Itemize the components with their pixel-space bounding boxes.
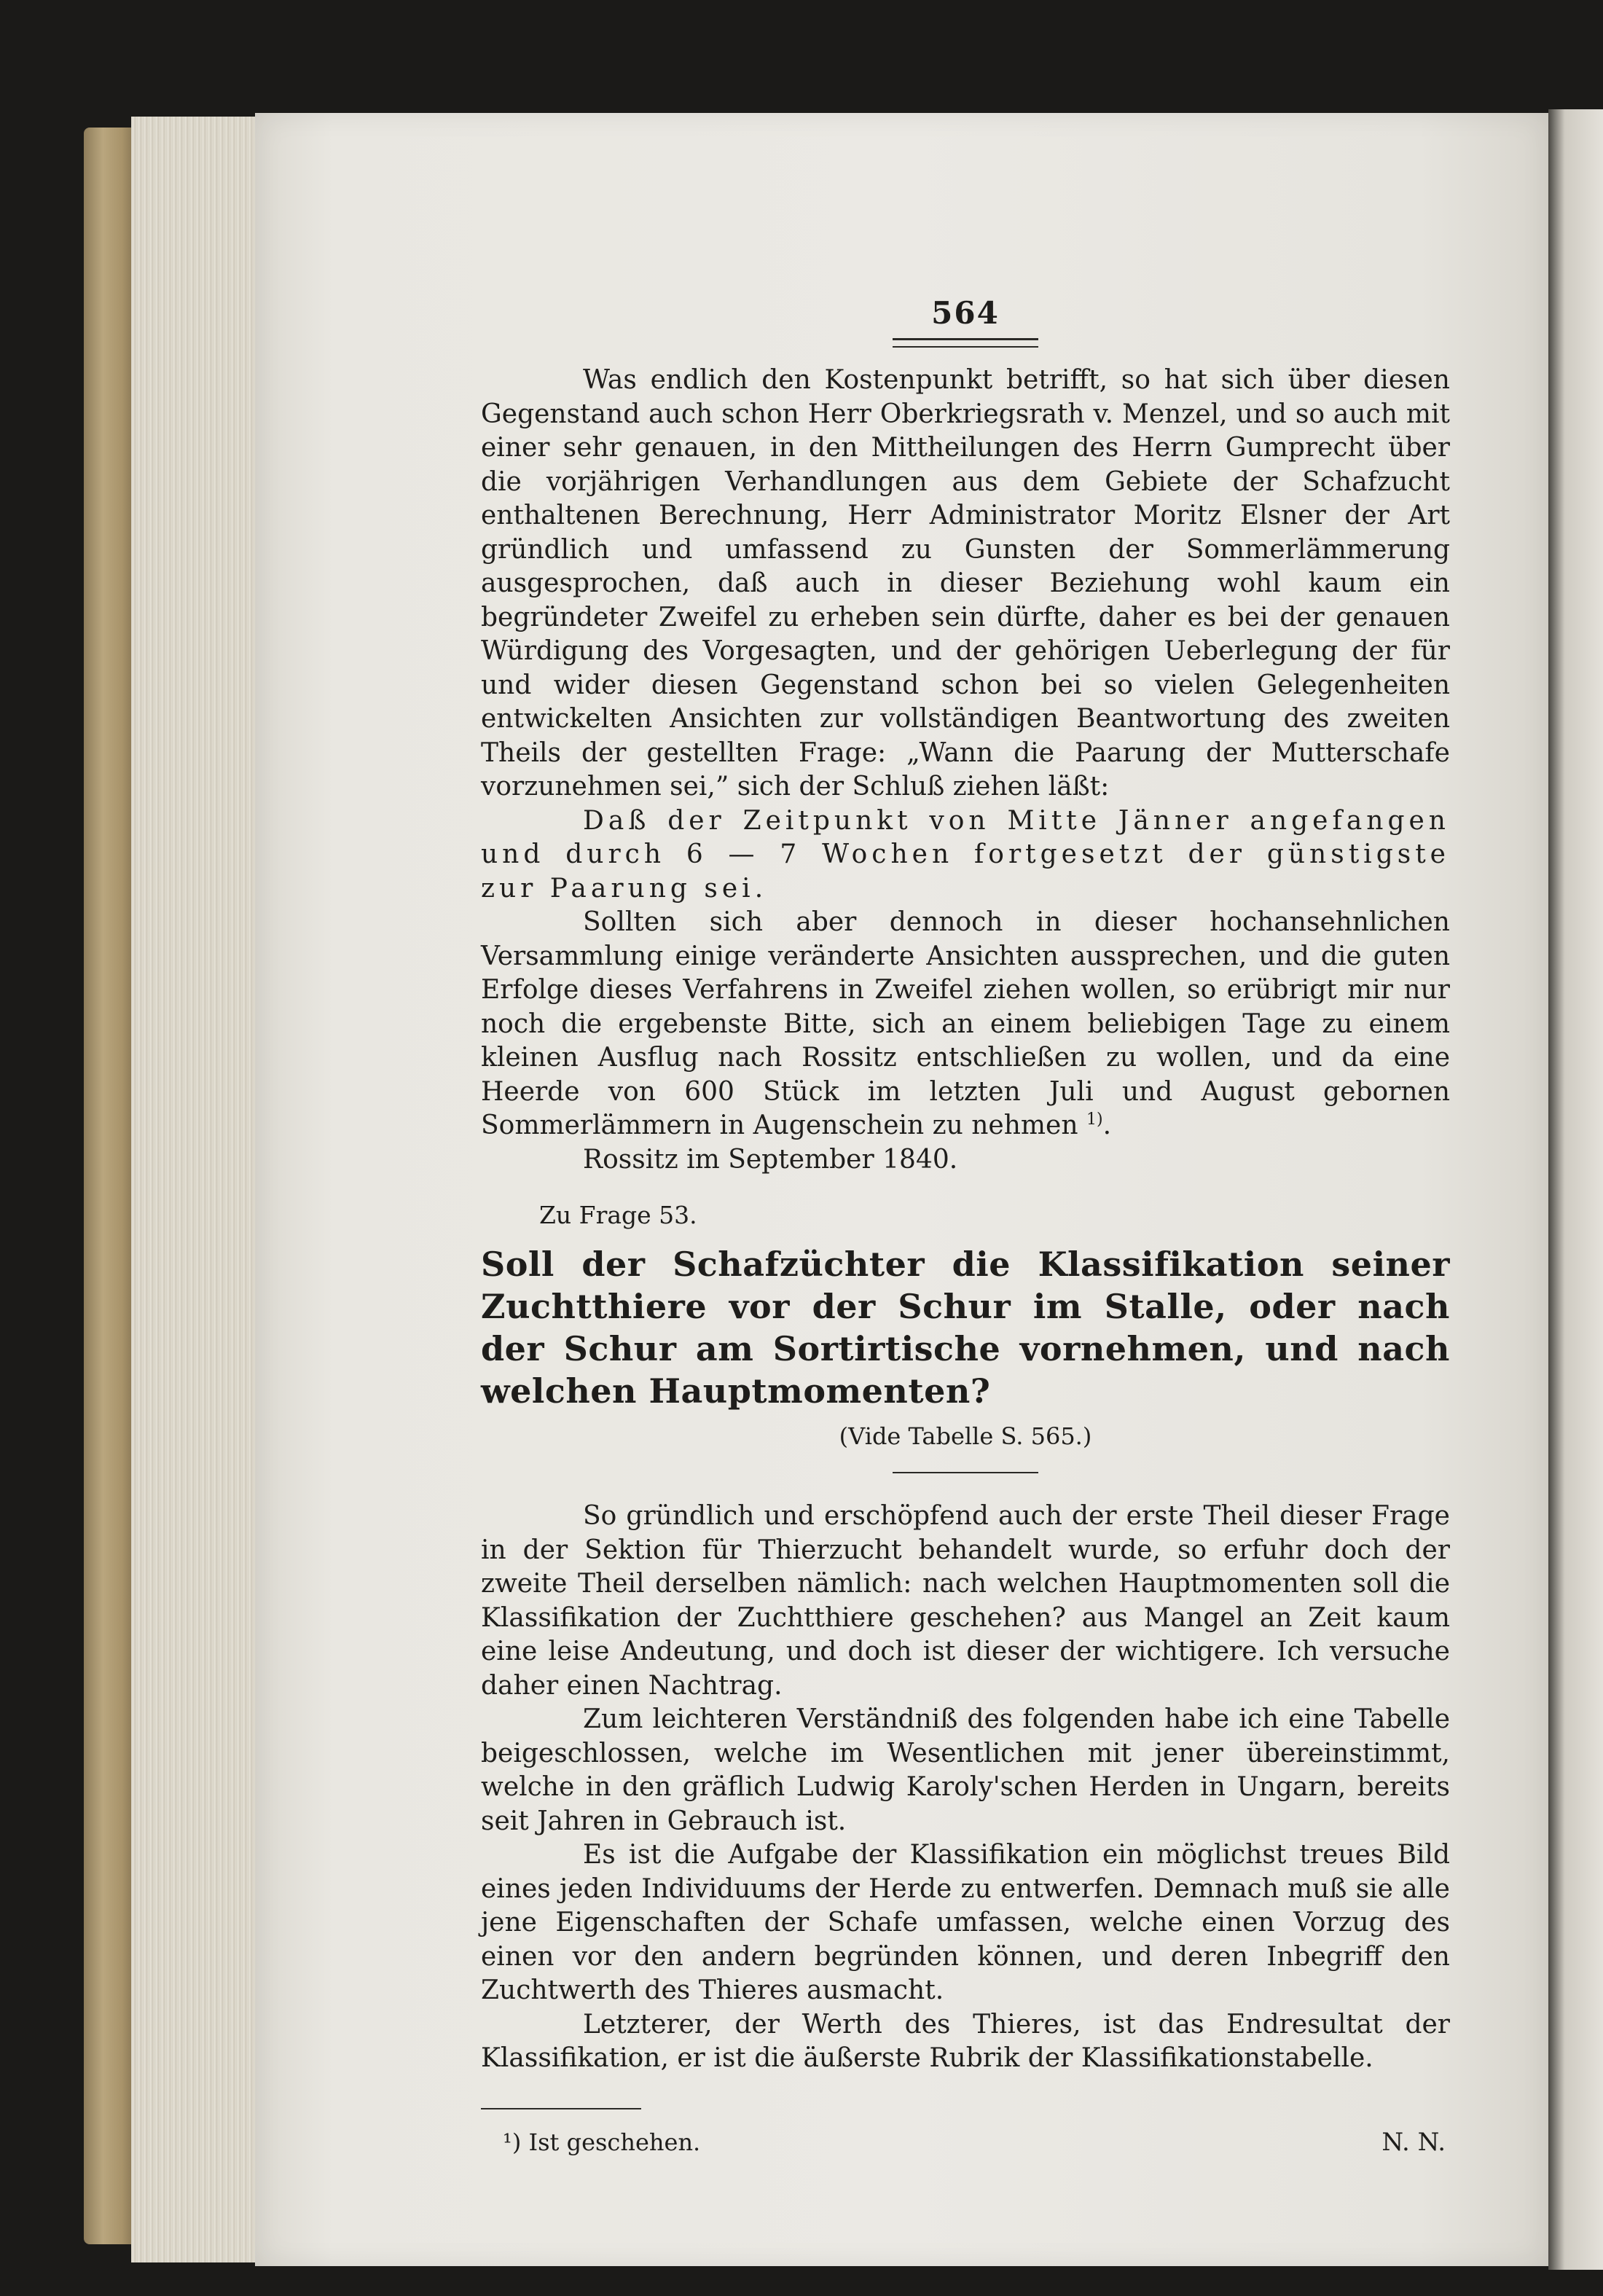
place-date: Rossitz im September 1840. bbox=[583, 1144, 958, 1175]
paragraph-task: Es ist die Aufgabe der Klassifikation ein möglichst treues Bild eines jeden Individuums der Herde zu entwerfen. Demnach muß sie alle jene Eigenschaften der Schafe umfassen, welche einen Vorzug des einen vor den andern begründen können, und deren Inbegriff den Zuchtwerth des Thieres ausmacht. bbox=[481, 1840, 1450, 2005]
footnote-mark: 1) bbox=[1086, 1110, 1103, 1129]
signature: N. N. bbox=[1381, 2127, 1446, 2157]
footnote-row bbox=[481, 2125, 1450, 2160]
page-number: 564 bbox=[931, 295, 1000, 331]
paragraph-cost: Was endlich den Kostenpunkt betrifft, so hat sich über diesen Gegenstand auch schon Herr Oberkriegsrath v. Menzel, und so auch mit einer sehr genauen, in den Mittheilungen des Herrn Gumprecht über die vorjährigen Verhandlungen aus dem Gebiete der Schafzucht enthaltenen Berechnung, Herr Administrator Moritz Elsner der Art gründlich und umfassend zu Gunsten der Sommerlämmerung ausgesprochen, daß auch in dieser Beziehung wohl kaum ein begründeter Zweifel zu erheben sein dürfte, daher es bei der genauen Würdigung des Vorgesagten, und der gehörigen Ueberlegung der für und wider diesen Gegenstand schon bei so vielen Gelegenheiten entwickelten Ansichten zur vollständigen Beantwortung des zweiten Theils der gestellten Frage: „Wann die Paarung der Mutterschafe vorzunehmen sei,” sich der Schluß ziehen läßt: bbox=[481, 365, 1450, 802]
footnote-rule bbox=[481, 2108, 641, 2109]
paragraph-invitation-end: . bbox=[1102, 1110, 1112, 1140]
section-rule bbox=[893, 1472, 1038, 1473]
header-double-rule bbox=[893, 338, 1038, 348]
footnote: ¹) Ist geschehen. bbox=[503, 2128, 701, 2156]
conclusion-text: Daß der Zeitpunkt von Mitte Jänner angefangen und durch 6 — 7 Wochen fortgesetzt der günstigste zur Paarung sei. bbox=[481, 805, 1450, 904]
section-heading: Soll der Schafzüchter die Klassifikation seiner Zuchtthiere vor der Schur im Stalle, oder nach der Schur am Sortirtische vornehmen, und nach welchen Hauptmomenten? bbox=[481, 1244, 1450, 1411]
page-content bbox=[481, 291, 1450, 2159]
page-stack bbox=[131, 117, 262, 2262]
vide-reference: (Vide Tabelle S. 565.) bbox=[839, 1422, 1092, 1450]
facing-page-edge bbox=[1548, 109, 1603, 2270]
paragraph-invitation bbox=[481, 906, 1450, 1143]
question-reference: Zu Frage 53. bbox=[539, 1201, 697, 1229]
book-edge bbox=[84, 128, 138, 2244]
paragraph-table-note: Zum leichteren Verständniß des folgenden habe ich eine Tabelle beigeschlossen, welche im Wesentlichen mit jener übereinstimmt, welche in den gräflich Ludwig Karoly'schen Herden in Ungarn, bereits seit Jahren in Gebrauch ist. bbox=[481, 1704, 1450, 1836]
paragraph-invitation-text: Sollten sich aber dennoch in dieser hochansehnlichen Versammlung einige veränderte Ansichten aussprechen, und die guten Erfolge dieses Verfahrens in Zweifel ziehen wollen, so erübrigt mir nur noch die ergebenste Bitte, sich an einem beliebigen Tage zu einem kleinen Ausflug nach Rossitz entschließen zu wollen, und da eine Heerde von 600 Stück im letzten Juli und August gebornen Sommerlämmern in Augenschein zu nehmen bbox=[481, 907, 1450, 1140]
paragraph-value: Letzterer, der Werth des Thieres, ist das Endresultat der Klassifikation, er ist die äußerste Rubrik der Klassifikationstabelle. bbox=[481, 2009, 1450, 2073]
paragraph-classification-intro: So gründlich und erschöpfend auch der erste Theil dieser Frage in der Sektion für Thierzucht behandelt wurde, so erfuhr doch der zweite Theil derselben nämlich: nach welchen Hauptmomenten soll die Klassifikation der Zuchtthiere geschehen? aus Mangel an Zeit kaum eine leise Andeutung, und doch ist dieser der wichtigere. Ich versuche daher einen Nachtrag. bbox=[481, 1501, 1450, 1701]
